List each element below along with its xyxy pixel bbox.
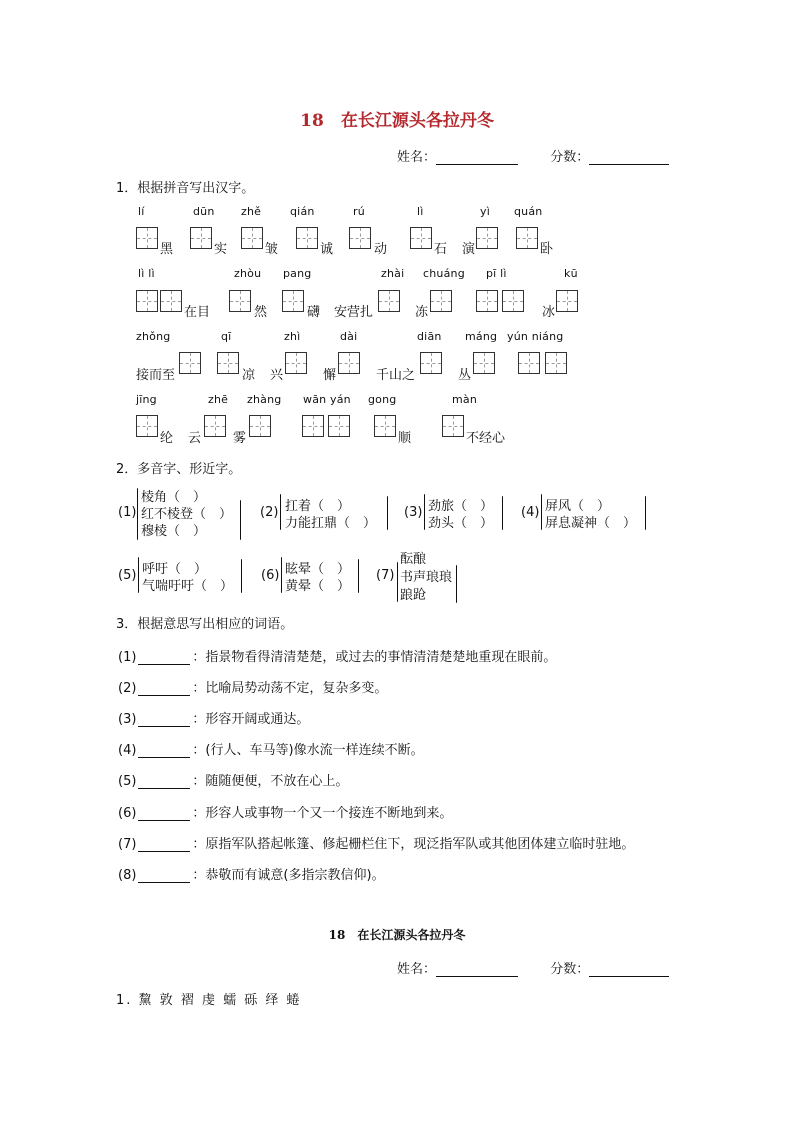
char: 顺 bbox=[398, 431, 412, 446]
group-line: 扛着（ ） bbox=[285, 499, 351, 514]
pinyin: máng bbox=[465, 330, 498, 343]
group-number: (4) bbox=[521, 505, 540, 520]
char-box[interactable] bbox=[420, 352, 442, 374]
pinyin: gong bbox=[368, 393, 397, 406]
score-field[interactable] bbox=[589, 150, 669, 165]
group-bar bbox=[387, 496, 388, 530]
group-number: (6) bbox=[261, 568, 280, 583]
char: 不经心 bbox=[466, 431, 506, 446]
group-bar bbox=[358, 559, 359, 593]
char-box[interactable] bbox=[442, 415, 464, 437]
char-box[interactable] bbox=[229, 290, 251, 312]
group-brace bbox=[281, 557, 282, 593]
char-box[interactable] bbox=[556, 290, 578, 312]
item-definition: ：形容开阔或通达。 bbox=[192, 712, 310, 727]
pinyin: lí bbox=[138, 205, 145, 218]
item-number: (5) bbox=[118, 774, 137, 789]
group-bar bbox=[456, 565, 457, 603]
pinyin: zhē bbox=[208, 393, 229, 406]
item-definition: ：形容人或事物一个又一个接连不断地到来。 bbox=[192, 806, 453, 821]
answer-name-score-row bbox=[397, 958, 669, 977]
char: 丛 bbox=[458, 368, 472, 383]
group-brace bbox=[138, 557, 139, 593]
group-number: (7) bbox=[376, 568, 395, 583]
answer-blank[interactable] bbox=[138, 839, 190, 852]
char: 动 bbox=[374, 242, 388, 257]
pinyin: qián bbox=[290, 205, 315, 218]
char-box[interactable] bbox=[217, 352, 239, 374]
item-definition: ：(行人、车马等)像水流一样连续不断。 bbox=[192, 743, 424, 758]
q3-item bbox=[118, 677, 387, 696]
char-box[interactable] bbox=[338, 352, 360, 374]
pinyin: zhàng bbox=[247, 393, 282, 406]
name-label: 姓名： bbox=[397, 962, 437, 977]
pinyin: pang bbox=[283, 267, 312, 280]
char-box[interactable] bbox=[410, 227, 432, 249]
pinyin: chuáng bbox=[423, 267, 465, 280]
group-line: 力能扛鼎（ ） bbox=[285, 516, 377, 531]
char-box[interactable] bbox=[473, 352, 495, 374]
pinyin: pī lì bbox=[486, 267, 507, 280]
group-brace bbox=[424, 494, 425, 530]
char: 安营扎 bbox=[334, 305, 374, 320]
item-definition: ：原指军队搭起帐篷、修起栅栏住下，现泛指军队或其他团体建立临时驻地。 bbox=[192, 837, 635, 852]
answer-blank[interactable] bbox=[138, 652, 190, 665]
group-line: 书声琅琅 bbox=[400, 570, 453, 585]
pinyin: wān yán bbox=[303, 393, 351, 406]
group-brace bbox=[541, 494, 542, 530]
char: 黑 bbox=[160, 242, 174, 257]
pinyin: zhì bbox=[284, 330, 301, 343]
char: 凉 bbox=[242, 368, 256, 383]
item-definition: ：恭敬而有诚意(多指宗教信仰)。 bbox=[192, 868, 385, 883]
char-box[interactable] bbox=[302, 415, 324, 437]
char-box[interactable] bbox=[241, 227, 263, 249]
char-box[interactable] bbox=[378, 290, 400, 312]
q3-item bbox=[118, 708, 309, 727]
pinyin: kū bbox=[564, 267, 578, 280]
pinyin: quán bbox=[514, 205, 543, 218]
char-box[interactable] bbox=[296, 227, 318, 249]
answer-line: 1. 黧 敦 褶 虔 蠕 砾 绎 蜷 bbox=[116, 993, 302, 1008]
char-box[interactable] bbox=[285, 352, 307, 374]
group-bar bbox=[241, 559, 242, 593]
char-box[interactable] bbox=[516, 227, 538, 249]
pinyin: dūn bbox=[193, 205, 215, 218]
group-number: (2) bbox=[260, 505, 279, 520]
char-box[interactable] bbox=[476, 290, 498, 312]
pinyin: màn bbox=[452, 393, 478, 406]
item-number: (8) bbox=[118, 868, 137, 883]
q1-heading: 1．根据拼音写出汉字。 bbox=[116, 181, 255, 196]
q3-item bbox=[118, 833, 634, 852]
group-brace bbox=[280, 494, 281, 530]
answer-blank[interactable] bbox=[138, 683, 190, 696]
char: 石 bbox=[434, 242, 448, 257]
group-number: (5) bbox=[118, 568, 137, 583]
pinyin: zhě bbox=[241, 205, 262, 218]
answer-blank[interactable] bbox=[138, 808, 190, 821]
char: 冻 bbox=[415, 305, 429, 320]
char-box[interactable] bbox=[136, 290, 158, 312]
char-box[interactable] bbox=[430, 290, 452, 312]
char: 雾 bbox=[233, 431, 247, 446]
q3-heading: 3．根据意思写出相应的词语。 bbox=[116, 617, 294, 632]
group-line: 踉跄 bbox=[400, 588, 427, 603]
char: 诚 bbox=[320, 242, 334, 257]
pinyin: zhǒng bbox=[136, 330, 171, 343]
item-definition: ：比喻局势动荡不定，复杂多变。 bbox=[192, 681, 388, 696]
name-field[interactable] bbox=[436, 962, 518, 977]
q3-item bbox=[118, 646, 556, 665]
pinyin: lì lì bbox=[138, 267, 155, 280]
char: 兴 bbox=[270, 368, 284, 383]
item-number: (1) bbox=[118, 650, 137, 665]
char: 懈 bbox=[323, 368, 337, 383]
char: 礴 bbox=[307, 305, 321, 320]
answer-blank[interactable] bbox=[138, 745, 190, 758]
char: 接而至 bbox=[136, 368, 176, 383]
q3-item bbox=[118, 739, 424, 758]
char-box[interactable] bbox=[136, 415, 158, 437]
item-definition: ：指景物看得清清楚楚，或过去的事情清清楚楚地重现在眼前。 bbox=[192, 650, 557, 665]
char: 卧 bbox=[540, 242, 554, 257]
q3-item bbox=[118, 802, 452, 821]
char: 实 bbox=[214, 242, 228, 257]
group-line: 酝酿 bbox=[400, 552, 427, 567]
char: 云 bbox=[188, 431, 202, 446]
pinyin: zhòu bbox=[234, 267, 262, 280]
name-score-row bbox=[397, 146, 669, 165]
group-brace bbox=[137, 488, 138, 540]
score-label: 分数： bbox=[550, 150, 590, 165]
pinyin: yún niáng bbox=[507, 330, 564, 343]
char-box[interactable] bbox=[476, 227, 498, 249]
group-line: 红不棱登（ ） bbox=[141, 507, 233, 522]
pinyin: dài bbox=[340, 330, 358, 343]
char-box[interactable] bbox=[160, 290, 182, 312]
char: 千山之 bbox=[376, 368, 416, 383]
group-number: (1) bbox=[118, 505, 137, 520]
pinyin: zhài bbox=[381, 267, 405, 280]
group-bar bbox=[645, 496, 646, 530]
group-line: 黄晕（ ） bbox=[285, 579, 351, 594]
char-box[interactable] bbox=[204, 415, 226, 437]
char: 冰 bbox=[542, 305, 556, 320]
pinyin: jīng bbox=[136, 393, 157, 406]
q3-item bbox=[118, 864, 385, 883]
score-label: 分数： bbox=[550, 962, 590, 977]
group-bar bbox=[240, 500, 241, 540]
group-line: 屏息凝神（ ） bbox=[545, 516, 637, 531]
name-label: 姓名： bbox=[397, 150, 437, 165]
group-line: 屏风（ ） bbox=[545, 499, 611, 514]
page-title: 18 在长江源头各拉丹冬 bbox=[300, 111, 494, 131]
group-bar bbox=[502, 496, 503, 530]
item-number: (7) bbox=[118, 837, 137, 852]
group-line: 劲旅（ ） bbox=[428, 499, 494, 514]
item-number: (4) bbox=[118, 743, 137, 758]
pinyin: lì bbox=[417, 205, 424, 218]
name-field[interactable] bbox=[436, 150, 518, 165]
group-brace bbox=[397, 562, 398, 602]
char-box[interactable] bbox=[282, 290, 304, 312]
pinyin: qī bbox=[221, 330, 232, 343]
group-line: 眩晕（ ） bbox=[285, 562, 351, 577]
pinyin: rú bbox=[353, 205, 365, 218]
group-number: (3) bbox=[404, 505, 423, 520]
char-box[interactable] bbox=[502, 290, 524, 312]
char-box[interactable] bbox=[179, 352, 201, 374]
char: 皱 bbox=[265, 242, 279, 257]
char-box[interactable] bbox=[545, 352, 567, 374]
group-line: 穆棱（ ） bbox=[141, 524, 207, 539]
char-box[interactable] bbox=[328, 415, 350, 437]
group-line: 气喘吁吁（ ） bbox=[142, 579, 234, 594]
group-line: 棱角（ ） bbox=[141, 490, 207, 505]
char: 纶 bbox=[160, 431, 174, 446]
score-field[interactable] bbox=[589, 962, 669, 977]
char: 在目 bbox=[184, 305, 211, 320]
item-number: (2) bbox=[118, 681, 137, 696]
group-line: 劲头（ ） bbox=[428, 516, 494, 531]
char-box[interactable] bbox=[136, 227, 158, 249]
q2-heading: 2．多音字、形近字。 bbox=[116, 462, 242, 477]
answer-blank[interactable] bbox=[138, 870, 190, 883]
pinyin: diān bbox=[417, 330, 442, 343]
answer-blank[interactable] bbox=[138, 714, 190, 727]
answer-blank[interactable] bbox=[138, 776, 190, 789]
item-number: (3) bbox=[118, 712, 137, 727]
q3-item bbox=[118, 770, 348, 789]
char: 演 bbox=[462, 242, 476, 257]
char-box[interactable] bbox=[249, 415, 271, 437]
item-definition: ：随随便便，不放在心上。 bbox=[192, 774, 349, 789]
char-box[interactable] bbox=[349, 227, 371, 249]
item-number: (6) bbox=[118, 806, 137, 821]
answer-title: 18 在长江源头各拉丹冬 bbox=[328, 928, 466, 942]
char: 然 bbox=[254, 305, 268, 320]
char-box[interactable] bbox=[374, 415, 396, 437]
char-box[interactable] bbox=[518, 352, 540, 374]
char-box[interactable] bbox=[190, 227, 212, 249]
pinyin: yì bbox=[480, 205, 490, 218]
group-line: 呼吁（ ） bbox=[142, 562, 208, 577]
